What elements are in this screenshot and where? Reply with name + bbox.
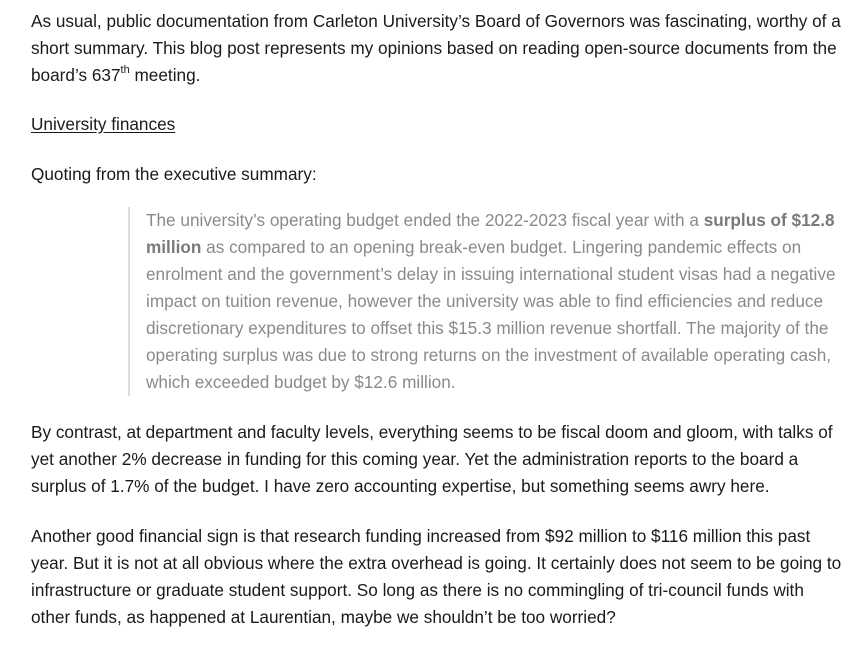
ordinal-suffix: th (120, 64, 130, 77)
quote-text-part2: as compared to an opening break-even budget. Lingering pandemic effects on enrolment and the government’s delay in issuing international student visas had a negative impact on tuition revenue, however the university was able to find efficiencies and reduce discretionary expenditures to offset this $15.3 million revenue shortfall. The majority of the operating surplus was due to strong returns on the investment of available operating cash, which exceeded budget by $12.6 million. (146, 237, 836, 392)
section-heading (31, 111, 846, 138)
research-paragraph: Another good financial sign is that research funding increased from $92 million to $116 million this past year. But it is not at all obvious where the extra overhead is going. It certainly does not seem to be going to infrastructure or graduate student support. So long as there is no commingling of tri-council funds with other funds, as happened at Laurentian, maybe we shouldn’t be too worried? (31, 526, 842, 627)
executive-summary-quote (128, 207, 836, 396)
intro-text: As usual, public documentation from Carleton University’s Board of Governors was fascinating, worthy of a short summary. This blog post represents my opinions based on reading open-source documents from the board’s 637 (31, 11, 841, 85)
quote-bold-text: surplus of $12.8 million (146, 210, 835, 257)
contrast-paragraph: By contrast, at department and faculty levels, everything seems to be fiscal doom and gloom, with talks of yet another 2% decrease in funding for this coming year. Yet the administration reports to the board a surplus of 1.7% of the budget. I have zero accounting expertise, but something seems awry here. (31, 422, 833, 496)
intro-paragraph (31, 8, 846, 89)
quote-intro: Quoting from the executive summary: (31, 164, 317, 184)
intro-text-end: meeting. (129, 65, 201, 85)
quote-text-part1: The university’s operating budget ended the 2022-2023 fiscal year with a (146, 210, 704, 230)
article-body (31, 8, 846, 631)
section-heading-link[interactable]: University finances (31, 114, 176, 134)
